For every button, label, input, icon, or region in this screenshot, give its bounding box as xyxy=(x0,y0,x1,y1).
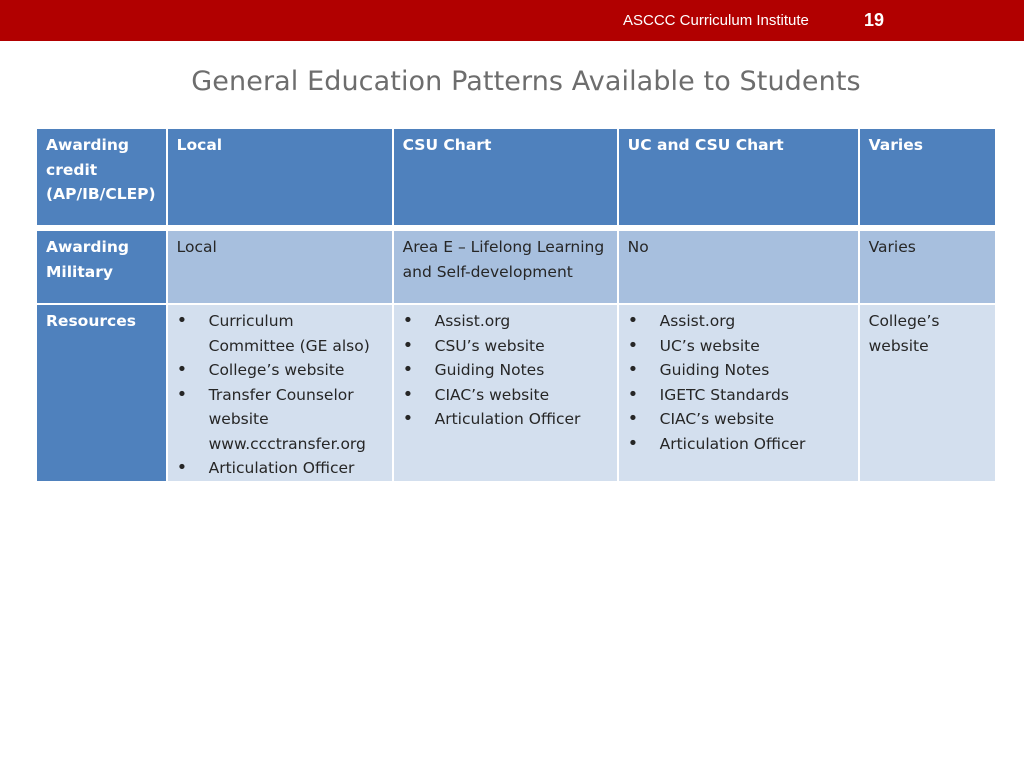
institute-name: ASCCC Curriculum Institute xyxy=(623,12,809,29)
military-local-cell: Local xyxy=(167,228,393,304)
resources-local-cell xyxy=(167,304,393,482)
slide-title: General Education Patterns Available to Students xyxy=(191,66,861,97)
list-item: • CIAC’s website xyxy=(628,407,848,432)
resources-csu-cell xyxy=(393,304,618,482)
resources-local-list xyxy=(177,309,382,481)
list-item: • Articulation Officer xyxy=(628,432,848,457)
list-item: • Guiding Notes xyxy=(628,358,848,383)
list-item: • CIAC’s website xyxy=(403,383,607,408)
military-csu-cell: Area E – Lifelong Learning and Self-development xyxy=(393,228,618,304)
list-item: • College’s website xyxy=(177,358,382,383)
slide-number: 19 xyxy=(864,10,885,30)
resources-csu-list xyxy=(403,309,607,432)
resources-varies-cell: College’s website xyxy=(859,304,996,482)
list-item: • Transfer Counselor website www.ccctransfer.org xyxy=(177,383,382,457)
resources-uc-csu-list xyxy=(628,309,848,456)
header-cell-uc-csu-chart: UC and CSU Chart xyxy=(618,128,859,228)
military-uc-csu-cell: No xyxy=(618,228,859,304)
table-row-military xyxy=(36,228,996,304)
header-cell-varies: Varies xyxy=(859,128,996,228)
list-item: • CSU’s website xyxy=(403,334,607,359)
list-item: • Guiding Notes xyxy=(403,358,607,383)
list-item: • Assist.org xyxy=(628,309,848,334)
row-label-resources: Resources xyxy=(36,304,167,482)
list-item: • Curriculum Committee (GE also) xyxy=(177,309,382,358)
header-cell-csu-chart: CSU Chart xyxy=(393,128,618,228)
list-item: • Articulation Officer xyxy=(403,407,607,432)
row-label-awarding-military: Awarding Military xyxy=(36,228,167,304)
header-bar xyxy=(0,0,1024,41)
header-cell-local: Local xyxy=(167,128,393,228)
resources-uc-csu-cell xyxy=(618,304,859,482)
list-item: • IGETC Standards xyxy=(628,383,848,408)
military-varies-cell: Varies xyxy=(859,228,996,304)
list-item: • Assist.org xyxy=(403,309,607,334)
ge-patterns-table xyxy=(35,127,997,483)
header-cell-awarding-credit: Awarding credit (AP/IB/CLEP) xyxy=(36,128,167,228)
table-row-resources xyxy=(36,304,996,482)
table-header-row xyxy=(36,128,996,228)
list-item: • UC’s website xyxy=(628,334,848,359)
list-item: • Articulation Officer xyxy=(177,456,382,481)
